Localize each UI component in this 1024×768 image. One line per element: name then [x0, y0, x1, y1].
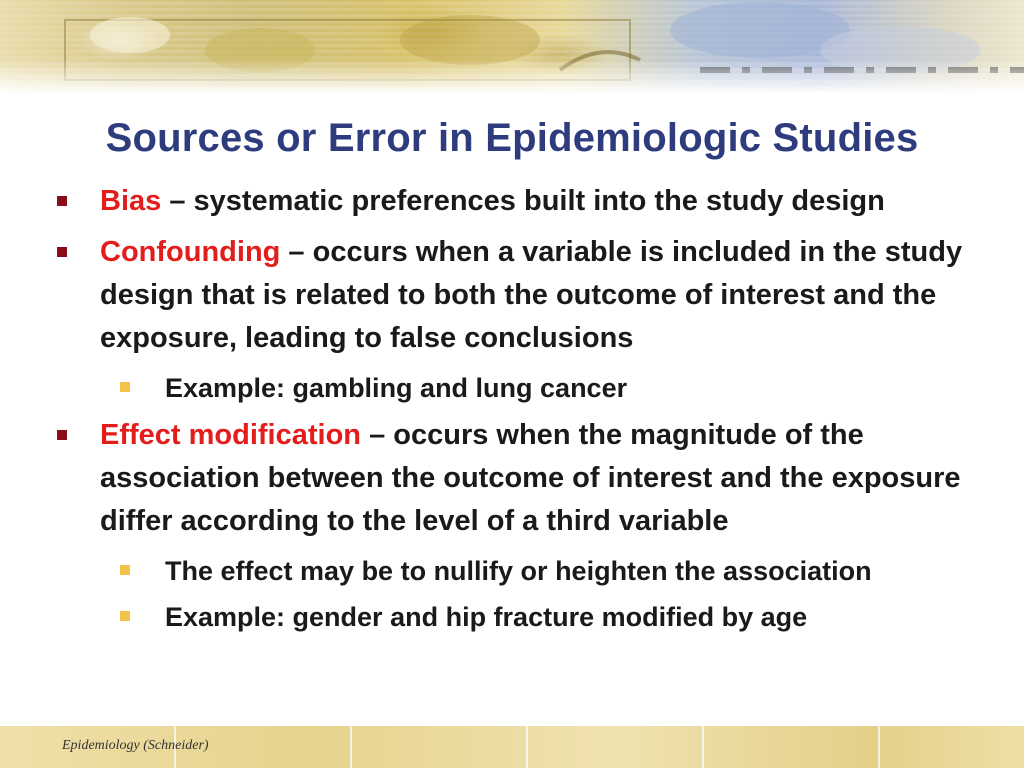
- bullet-effect-modification: [55, 414, 1005, 543]
- bullet-text: Example: gambling and lung cancer: [165, 373, 628, 403]
- bullet-text: – occurs when the magnitude of the association between the outcome of interest and the exposure differ according to the level of a third variable: [100, 419, 961, 537]
- term-confounding: Confounding: [100, 236, 281, 268]
- bullet-confounding: [55, 231, 1005, 360]
- decorative-banner: [0, 0, 1024, 92]
- bullet-bias: [55, 180, 1005, 223]
- bullet-text: – occurs when a variable is included in the study design that is related to both the outcome of interest and the exposure, leading to false conclusions: [100, 236, 963, 354]
- bullet-text: The effect may be to nullify or heighten the association: [165, 556, 872, 586]
- sub-bullet-example-gender: [55, 597, 1005, 637]
- square-bullet-icon: [57, 196, 67, 206]
- square-bullet-icon: [120, 611, 130, 621]
- square-bullet-icon: [120, 565, 130, 575]
- sub-bullet-nullify: [55, 551, 1005, 591]
- term-effect-modification: Effect modification: [100, 419, 362, 451]
- term-bias: Bias: [100, 185, 162, 217]
- bullet-text: – systematic preferences built into the study design: [161, 185, 885, 217]
- slide-title: Sources or Error in Epidemiologic Studies: [105, 116, 919, 160]
- bullet-text: Example: gender and hip fracture modified by age: [165, 602, 808, 632]
- square-bullet-icon: [57, 430, 67, 440]
- bullet-list: [55, 180, 1005, 643]
- footer-bar: [0, 726, 1024, 768]
- footer-text: Epidemiology (Schneider): [62, 738, 209, 753]
- sub-bullet-example-gambling: [55, 368, 1005, 408]
- square-bullet-icon: [120, 382, 130, 392]
- square-bullet-icon: [57, 247, 67, 257]
